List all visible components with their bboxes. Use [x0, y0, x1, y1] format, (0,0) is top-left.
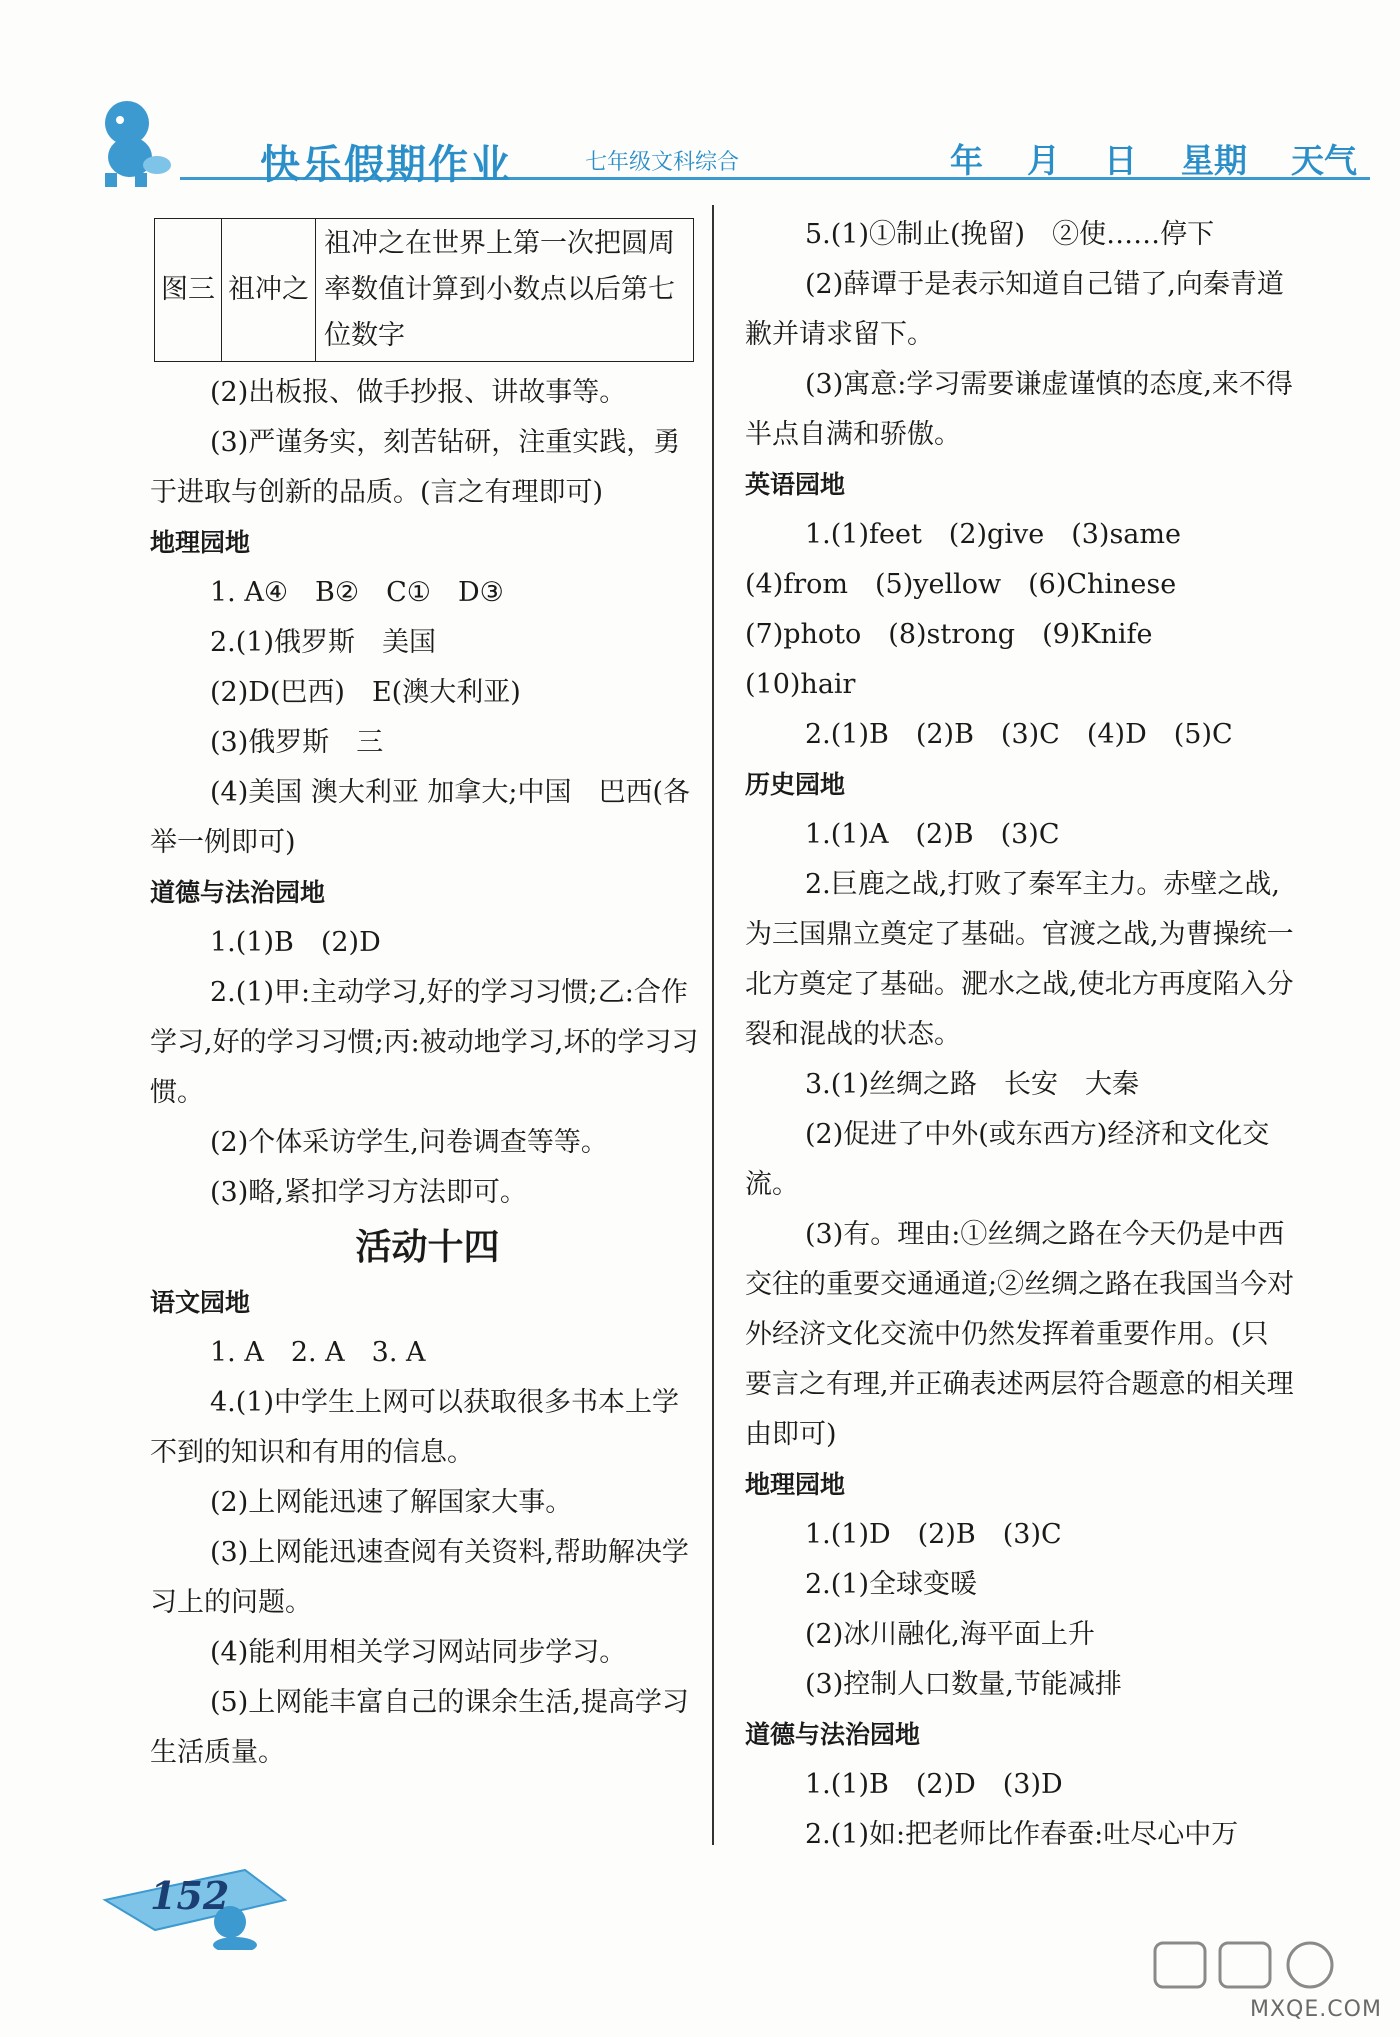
answer-line: 2.(1)俄罗斯 美国: [210, 627, 437, 658]
date-field-weather: 天气: [1291, 141, 1357, 180]
column-divider: [712, 205, 714, 1845]
answer-line: (2)出板报、做手抄报、讲故事等。: [210, 377, 627, 408]
answer-line: 2.(1)全球变暖: [805, 1569, 978, 1600]
answer-line: (2)薛谭于是表示知道自己错了,向秦青道歉并请求留下。: [745, 269, 1284, 350]
answer-line: 1. A④ B② C① D③: [210, 577, 504, 608]
workbook-title: 快乐假期作业: [260, 142, 512, 188]
answer-line: (3)上网能迅速查阅有关资料,帮助解决学习上的问题。: [150, 1537, 689, 1618]
answer-line: (3)寓意:学习需要谦虚谨慎的态度,来不得半点自满和骄傲。: [745, 369, 1293, 450]
answer-line: 5.(1)①制止(挽留) ②使……停下: [805, 219, 1215, 250]
answer-line: (3)控制人口数量,节能减排: [805, 1669, 1122, 1700]
date-field-day: 日: [1104, 141, 1137, 180]
answer-line: (4)美国 澳大利亚 加拿大;中国 巴西(各举一例即可): [150, 777, 691, 858]
answer-line: 2.(1)甲:主动学习,好的学习习惯;乙:合作学习,好的学习习惯;丙:被动地学习,坏的学习习惯。: [150, 977, 699, 1108]
mascot-icon: [85, 95, 195, 190]
answer-line: (3)略,紧扣学习方法即可。: [210, 1177, 527, 1208]
answer-line: (3)严谨务实，刻苦钻研，注重实践，勇于进取与创新的品质。(言之有理即可): [150, 427, 681, 508]
watermark-url: MXQE.COM: [1250, 1997, 1382, 2022]
header-banner: [180, 133, 1370, 188]
section-title-chinese: 语文园地: [150, 1288, 251, 1317]
answer-line: (3)俄罗斯 三: [210, 727, 384, 758]
left-column: [150, 210, 705, 1778]
answer-line: (2)冰川融化,海平面上升: [805, 1619, 1095, 1650]
workbook-subtitle: 七年级文科综合: [585, 150, 740, 175]
answer-line: 1.(1)B (2)D: [210, 927, 381, 958]
table-cell-achievement: 祖冲之在世界上第一次把圆周率数值计算到小数点以后第七位数字: [316, 219, 694, 362]
answer-line: (2)促进了中外(或东西方)经济和文化交流。: [745, 1119, 1270, 1200]
answer-line: 1.(1)feet (2)give (3)same: [805, 519, 1181, 550]
answer-line: (5)上网能丰富自己的课余生活,提高学习生活质量。: [150, 1687, 689, 1768]
section-title-english: 英语园地: [745, 470, 846, 499]
answer-line: 2.巨鹿之战,打败了秦军主力。赤壁之战,为三国鼎立奠定了基础。官渡之战,为曹操统一北方奠定了基础。淝水之战,使北方再度陷入分裂和混战的状态。: [745, 869, 1294, 1050]
answer-line: (2)上网能迅速了解国家大事。: [210, 1487, 573, 1518]
date-field-weekday: 星期: [1181, 141, 1247, 180]
page-header: [85, 95, 1357, 190]
answer-line: 1.(1)B (2)D (3)D: [805, 1769, 1063, 1800]
section-title-geography: 地理园地: [150, 528, 251, 557]
answer-line: 3.(1)丝绸之路 长安 大秦: [805, 1069, 1140, 1100]
page-number: 152: [150, 1873, 230, 1918]
answer-line: (4)from (5)yellow (6)Chinese: [745, 569, 1177, 600]
watermark-logo-icon: [1150, 1935, 1390, 1995]
section-title-moral: 道德与法治园地: [150, 878, 326, 907]
answer-line: 1. A 2. A 3. A: [210, 1337, 426, 1368]
answer-line: (3)有。理由:①丝绸之路在今天仍是中西交往的重要交通通道;②丝绸之路在我国当今对外经济文化交流中仍然发挥着重要作用。(只要言之有理,并正确表述两层符合题意的相关理由即可): [745, 1219, 1295, 1450]
chapter-title: 活动十四: [355, 1227, 500, 1268]
section-title-moral: 道德与法治园地: [745, 1720, 921, 1749]
answer-line: 2.(1)如:把老师比作春蚕:吐尽心中万: [805, 1819, 1239, 1850]
date-field-year: 年: [950, 141, 983, 180]
answer-line: 2.(1)B (2)B (3)C (4)D (5)C: [805, 719, 1233, 750]
table-row: [155, 219, 694, 362]
answer-line: (2)个体采访学生,问卷调查等等。: [210, 1127, 608, 1158]
section-title-history: 历史园地: [745, 770, 846, 799]
table-cell-figure: 图三: [155, 219, 222, 362]
answer-line: (10)hair: [745, 669, 856, 700]
table-cell-person: 祖冲之: [222, 219, 316, 362]
answer-line: (7)photo (8)strong (9)Knife: [745, 619, 1153, 650]
answer-line: (4)能利用相关学习网站同步学习。: [210, 1637, 627, 1668]
date-fields: [950, 135, 1357, 182]
answer-line: 1.(1)A (2)B (3)C: [805, 819, 1060, 850]
section-title-geography: 地理园地: [745, 1470, 846, 1499]
answer-line: 4.(1)中学生上网可以获取很多书本上学不到的知识和有用的信息。: [150, 1387, 680, 1468]
date-field-month: 月: [1027, 141, 1060, 180]
right-column: [745, 210, 1295, 1860]
answer-line: 1.(1)D (2)B (3)C: [805, 1519, 1062, 1550]
answer-line: (2)D(巴西) E(澳大利亚): [210, 677, 521, 708]
answer-table: [154, 218, 694, 362]
watermark: [1150, 1935, 1390, 2030]
